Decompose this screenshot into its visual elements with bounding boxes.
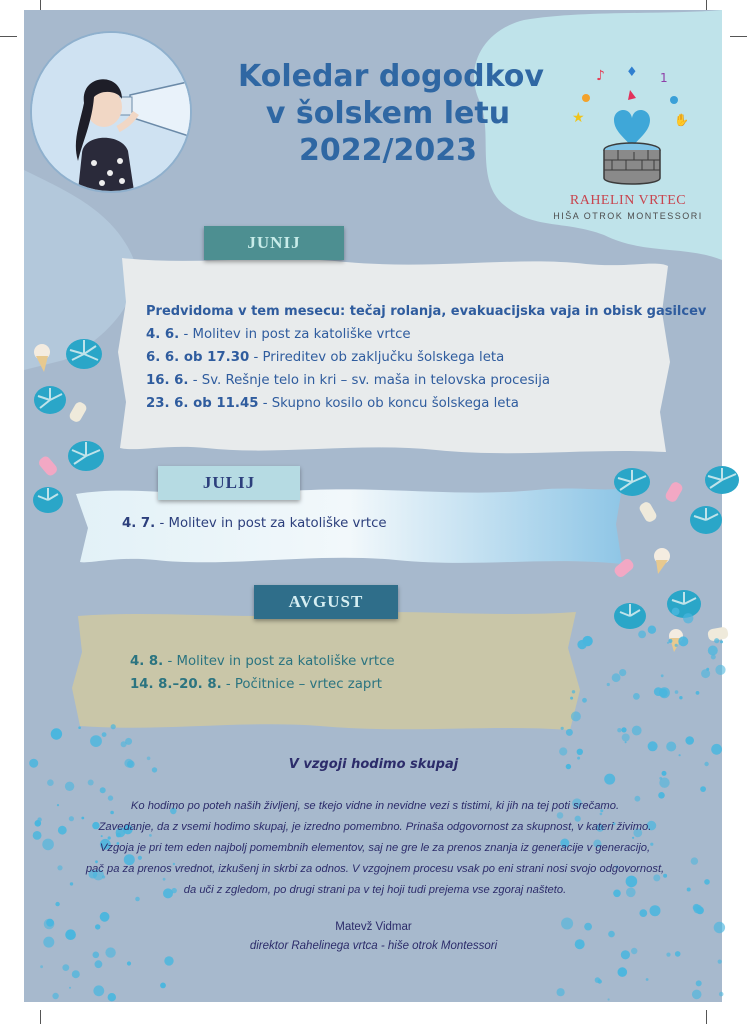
splash-dot	[708, 646, 718, 656]
splash-dot	[62, 964, 69, 971]
splash-dot	[595, 977, 601, 983]
splash-dot	[577, 749, 583, 755]
splash-dot	[33, 831, 42, 840]
event-date: 14. 8.–20. 8.	[130, 677, 222, 692]
splash-dot	[666, 953, 670, 957]
splash-dot	[696, 980, 702, 986]
event-text: - Počitnice – vrtec zaprt	[221, 677, 383, 692]
splash-dot	[619, 669, 626, 676]
splash-dot	[88, 780, 94, 786]
splash-dot	[718, 960, 722, 964]
splash-dot	[633, 693, 640, 700]
event-date: 4. 8.	[130, 654, 164, 669]
splash-dot	[40, 965, 43, 968]
month-name-july: JULIJ	[202, 473, 256, 492]
author-name: Matevž Vidmar	[335, 921, 412, 933]
splash-dot	[685, 736, 694, 745]
svg-text:✋: ✋	[674, 113, 689, 127]
event-date: 6. 6. ob 17.30	[146, 350, 250, 365]
splash-dot	[557, 988, 565, 996]
splash-dot	[638, 631, 646, 639]
splash-dot	[693, 905, 702, 914]
splash-dot	[696, 691, 700, 695]
splash-dot	[93, 985, 104, 996]
splash-dot	[625, 741, 627, 743]
splash-dot	[612, 673, 621, 682]
splash-dot	[69, 987, 71, 989]
title-line-2: v šolskem letu	[265, 96, 511, 131]
splash-dot	[714, 638, 719, 643]
june-intro: Predvidoma v tem mesecu: tečaj rolanja, evakuacijska vaja in obisk gasilcev	[146, 304, 707, 319]
splash-dot	[648, 741, 658, 751]
splash-dot	[35, 820, 42, 827]
splash-dot	[701, 669, 710, 678]
splash-dot	[604, 774, 615, 785]
svg-text:1: 1	[660, 71, 668, 85]
splash-dot	[572, 690, 575, 693]
logo-name: RAHELIN VRTEC	[569, 193, 687, 208]
splash-dot	[700, 786, 706, 792]
splash-dot	[659, 689, 667, 697]
quote-line: Ko hodimo po poteh naših življenj, se tkejo vidne in nevidne vezi s tistimi, ki jih na tej poti srečamo.	[130, 800, 620, 812]
splash-dot	[650, 905, 661, 916]
splash-dot	[679, 696, 682, 699]
quote-line: Vzgoja je pri tem eden najbolj pomembnih elementov, saj ne gre le za prenos znanja iz generacije v generacijo,	[99, 842, 651, 854]
splash-dot	[618, 967, 628, 977]
splash-dot	[683, 613, 693, 623]
title-line-3: 2022/2023	[299, 133, 477, 168]
splash-dot	[559, 747, 567, 755]
splash-dot	[566, 729, 573, 736]
month-name-august: AVGUST	[288, 592, 364, 611]
splash-dot	[675, 690, 679, 694]
quote-line: da uči z zgledom, po drugi strani pa v tej hoji tudi prejema vse zgoraj našteto.	[183, 884, 567, 896]
event-date: 16. 6.	[146, 373, 189, 388]
splash-dot	[160, 983, 166, 989]
splash-dot	[691, 857, 698, 864]
splash-dot	[111, 724, 116, 729]
event-text: - Prireditev ob zaključku šolskega leta	[249, 350, 505, 365]
event-text: - Molitev in post za katoliške vrtce	[163, 654, 395, 669]
quote-line: Zavedanje, da z vsemi hodimo skupaj, je izredno pomembno. Prinaša odgovornost za skupnost, v kateri živimo.	[98, 821, 652, 833]
month-name-june: JUNIJ	[247, 233, 301, 252]
splash-dot	[164, 956, 173, 965]
splash-dot	[72, 970, 80, 978]
splash-dot	[121, 741, 127, 747]
splash-dot	[78, 726, 81, 729]
author-role: direktor Rahelinega vrtca - hiše otrok Montessori	[249, 940, 498, 952]
splash-dot	[608, 998, 610, 1000]
splash-dot	[577, 640, 586, 649]
splash-dot	[632, 726, 642, 736]
event-date: 4. 6.	[146, 327, 180, 342]
splash-dot	[108, 993, 116, 1001]
event-text: - Sv. Rešnje telo in kri – sv. maša in telovska procesija	[188, 373, 551, 388]
splash-dot	[57, 804, 59, 806]
svg-text:♪: ♪	[596, 68, 605, 84]
event-text: - Skupno kosilo ob koncu šolskega leta	[258, 396, 519, 411]
splash-dot	[675, 644, 678, 647]
splash-dot	[127, 961, 131, 965]
splash-dot	[54, 729, 57, 732]
splash-dot	[659, 778, 669, 788]
splash-dot	[672, 608, 680, 616]
splash-dot	[570, 697, 573, 700]
splash-dot	[617, 728, 621, 732]
splash-dot	[648, 626, 656, 634]
quote-title: V vzgoji hodimo skupaj	[288, 757, 459, 772]
splash-dot	[621, 727, 626, 732]
splash-dot	[607, 683, 610, 686]
svg-text:★: ★	[572, 110, 585, 126]
splash-dot	[661, 674, 664, 677]
splash-dot	[571, 711, 581, 721]
splash-dot	[622, 734, 630, 742]
splash-dot	[42, 839, 54, 851]
event-date: 4. 7.	[122, 516, 156, 531]
splash-dot	[692, 990, 702, 1000]
logo-subtitle: HIŠA OTROK MONTESSORI	[553, 211, 703, 221]
quote-line: pač pa za prenos vrednot, izkušenj in skrbi za odnos. V vzgojnem procesu vsak po eni strani nosi svojo odgovornost,	[85, 863, 665, 875]
title-line-1: Koledar dogodkov	[238, 59, 544, 94]
splash-dot	[93, 952, 100, 959]
splash-dot	[678, 636, 688, 646]
splash-dot	[720, 640, 723, 643]
splash-dot	[719, 992, 724, 997]
splash-dot	[711, 744, 722, 755]
splash-dot	[95, 960, 103, 968]
quote-body	[60, 796, 690, 901]
splash-dot	[679, 754, 681, 756]
splash-dot	[639, 909, 647, 917]
splash-dot	[90, 735, 102, 747]
splash-dot	[55, 902, 59, 906]
event-date: 23. 6. ob 11.45	[146, 396, 259, 411]
splash-dot	[65, 782, 74, 791]
splash-dot	[668, 639, 672, 643]
splash-dot	[666, 742, 676, 752]
splash-dot	[582, 698, 587, 703]
splash-dot	[102, 732, 107, 737]
splash-dot	[47, 779, 54, 786]
svg-text:♦: ♦	[626, 65, 638, 80]
splash-dot	[52, 993, 58, 999]
splash-dot	[715, 665, 725, 675]
event-text: - Molitev in post za katoliške vrtce	[179, 327, 411, 342]
splash-dot	[100, 787, 106, 793]
splash-dot	[704, 879, 710, 885]
splash-dot	[561, 727, 564, 730]
splash-dot	[646, 978, 649, 981]
event-text: - Molitev in post za katoliške vrtce	[155, 516, 387, 531]
